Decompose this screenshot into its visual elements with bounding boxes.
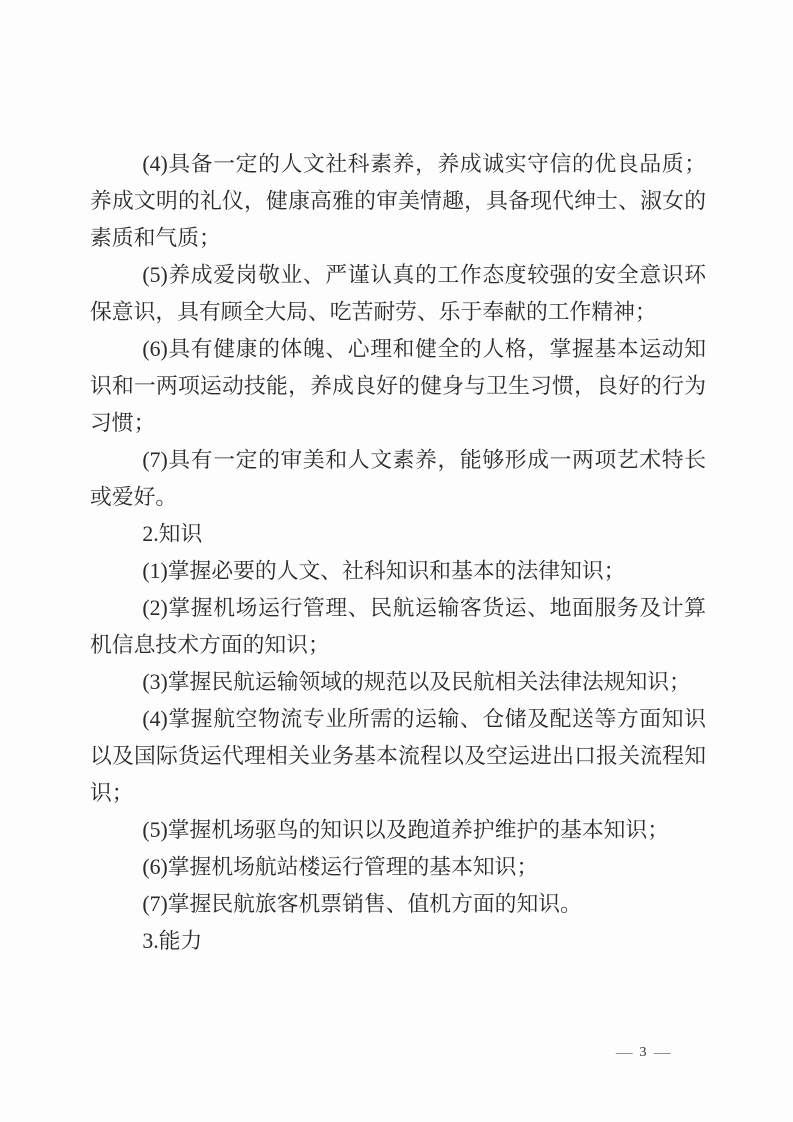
- paragraph: (6)掌握机场航站楼运行管理的基本知识；: [142, 855, 539, 879]
- paragraph: (5)掌握机场驱鸟的知识以及跑道养护维护的基本知识；: [142, 818, 670, 842]
- paragraph: (1)掌握必要的人文、社科知识和基本的法律知识；: [142, 559, 626, 583]
- paragraph: 2.知识: [142, 522, 203, 546]
- paragraph: (6)具有健康的体魄、心理和健全的人格，掌握基本运动知识和一两项运动技能，养成良好的健身与卫生习惯，良好的行为习惯；: [90, 337, 706, 435]
- paragraph: (3)掌握民航运输领域的规范以及民航相关法律法规知识；: [142, 670, 691, 694]
- paragraph: (5)养成爱岗敬业、严谨认真的工作态度较强的安全意识环保意识，具有顾全大局、吃苦耐劳、乐于奉献的工作精神；: [90, 263, 706, 324]
- document-body: [90, 146, 706, 960]
- footer-dash-right: —: [653, 1044, 671, 1061]
- paragraph: (4)具备一定的人文社科素养，养成诚实守信的优良品质；养成文明的礼仪，健康高雅的审美情趣，具备现代绅士、淑女的素质和气质；: [90, 152, 706, 250]
- footer-dash-left: —: [615, 1044, 633, 1061]
- paragraph: (7)掌握民航旅客机票销售、值机方面的知识。: [142, 892, 582, 916]
- page-number: 3: [639, 1045, 647, 1060]
- paragraph: (2)掌握机场运行管理、民航运输客货运、地面服务及计算机信息技术方面的知识；: [90, 596, 706, 657]
- page-footer: [601, 1041, 685, 1065]
- paragraph: (7)具有一定的审美和人文素养，能够形成一两项艺术特长或爱好。: [90, 448, 706, 509]
- paragraph: 3.能力: [142, 929, 203, 953]
- paragraph: (4)掌握航空物流专业所需的运输、仓储及配送等方面知识以及国际货运代理相关业务基本流程以及空运进出口报关流程知识；: [90, 707, 706, 805]
